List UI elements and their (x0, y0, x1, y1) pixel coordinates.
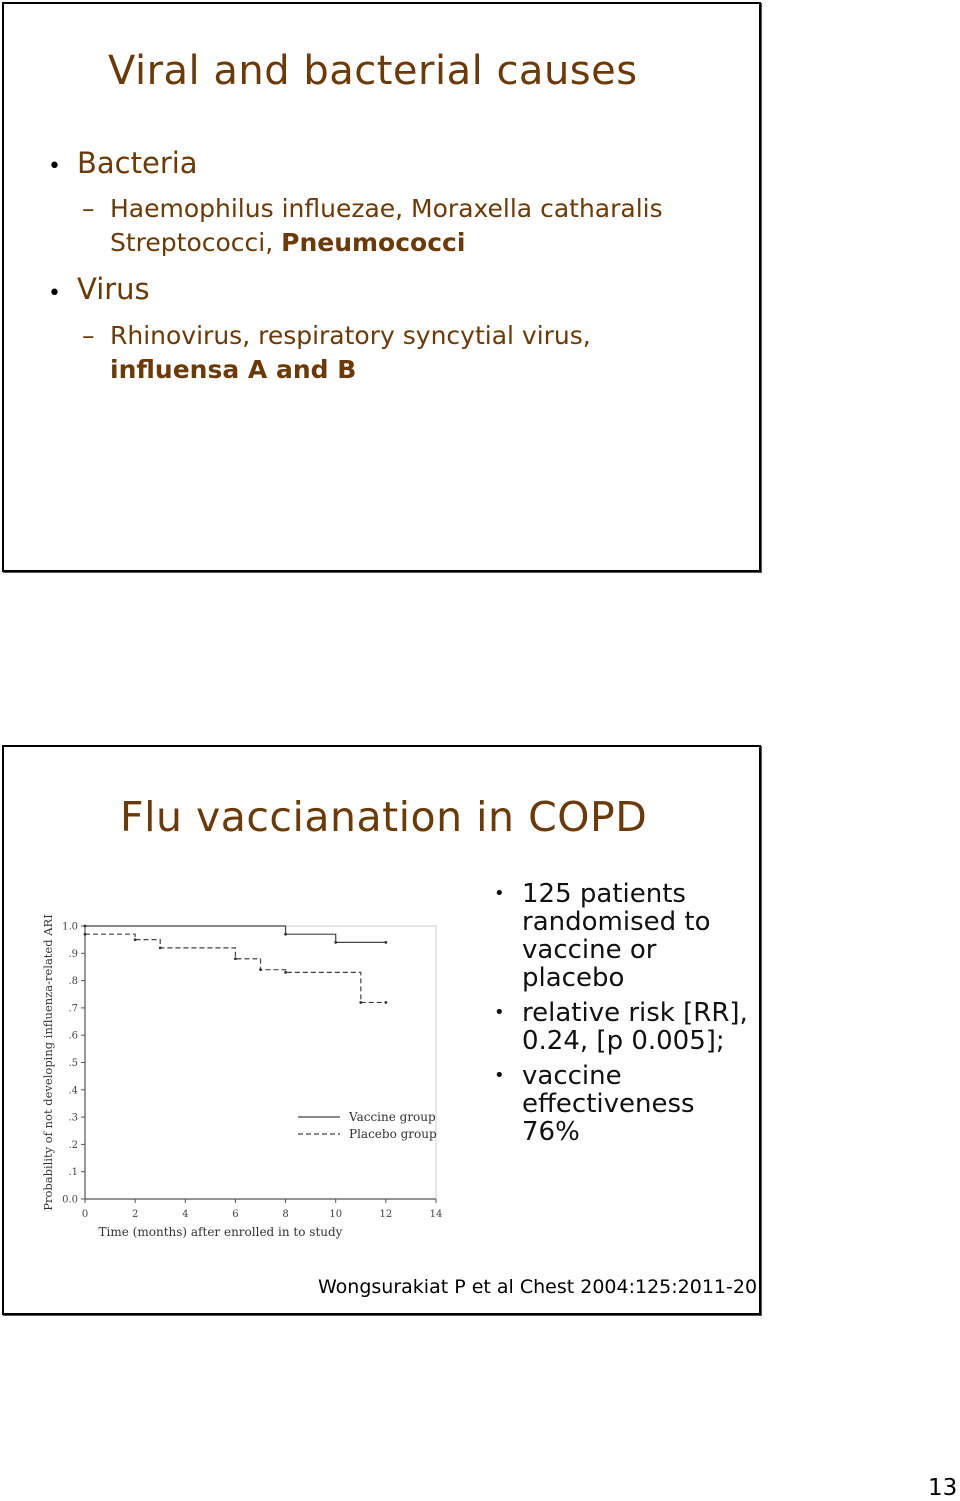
y-tick-label: .3 (68, 1112, 78, 1124)
bullet-dot: • (48, 154, 61, 179)
y-tick-label: .9 (68, 948, 78, 960)
y-tick-label: .1 (68, 1167, 78, 1179)
x-tick-label: 8 (282, 1209, 289, 1220)
censor-mark (134, 938, 137, 941)
virus-list-line2 (110, 355, 356, 384)
censor-mark (84, 925, 87, 928)
censor-mark (334, 941, 337, 944)
virus-list-line1: Rhinovirus, respiratory syncytial virus, (110, 321, 591, 350)
y-tick-label: .6 (68, 1030, 78, 1042)
x-tick-label: 14 (429, 1209, 443, 1220)
legend-label: Vaccine group (349, 1110, 436, 1124)
censor-mark (234, 957, 237, 960)
point-text: relative risk [RR], 0.24, [p 0.005]; (522, 998, 748, 1056)
censor-mark (359, 1001, 362, 1004)
x-axis-label: Time (months) after enrolled in to study (98, 1225, 343, 1239)
bacteria-bold: Pneumococci (281, 228, 466, 257)
bullet-dot: • (494, 1065, 505, 1086)
y-tick-label: .8 (68, 976, 78, 988)
series-line-vaccine (85, 926, 386, 942)
bullet-dot: • (494, 883, 505, 904)
y-tick-label: .4 (68, 1085, 78, 1097)
key-points (492, 880, 752, 1153)
y-tick-label: .5 (68, 1058, 78, 1069)
point-item (492, 1062, 752, 1146)
point-item (492, 880, 752, 992)
censor-mark (159, 946, 162, 949)
bacteria-list-line2 (110, 228, 465, 257)
y-tick-label: 0.0 (62, 1194, 78, 1206)
point-text: 125 patients randomised to vaccine or placebo (522, 879, 711, 993)
y-tick-label: .2 (68, 1139, 78, 1151)
bacteria-list-text: Streptococci, (110, 228, 282, 257)
y-tick-label: 1.0 (62, 921, 78, 933)
legend-label: Placebo group (349, 1127, 437, 1141)
bullet-dot: • (48, 281, 61, 306)
x-tick-label: 4 (182, 1209, 189, 1220)
censor-mark (384, 1001, 387, 1004)
slide-flu-vaccination (2, 745, 761, 1315)
censor-mark (284, 971, 287, 974)
slide-title: Viral and bacterial causes (108, 48, 638, 94)
dash: – (82, 194, 95, 223)
slide-title: Flu vaccianation in COPD (120, 793, 648, 841)
citation: Wongsurakiat P et al Chest 2004:125:2011-20 (318, 1276, 758, 1298)
x-tick-label: 2 (131, 1209, 139, 1220)
point-text: vaccine effectiveness 76% (522, 1061, 695, 1147)
y-tick-label: .7 (68, 1003, 78, 1015)
bacteria-list-line1: Haemophilus influezae, Moraxella catharalis (110, 194, 663, 223)
x-tick-label: 0 (81, 1209, 89, 1220)
bullet-dot: • (494, 1002, 505, 1023)
point-item (492, 999, 752, 1055)
censor-mark (384, 941, 387, 944)
x-tick-label: 10 (329, 1209, 343, 1220)
slide-viral-bacterial (2, 2, 761, 572)
y-axis-label: Probability of not developing influenza-related ARI (41, 914, 55, 1211)
virus-bold: influensa A and B (110, 355, 357, 384)
x-tick-label: 6 (232, 1209, 239, 1220)
x-tick-label: 12 (379, 1209, 393, 1220)
censor-mark (259, 968, 262, 971)
series-line-placebo (85, 934, 386, 1002)
censor-mark (84, 933, 87, 936)
dash: – (82, 321, 95, 350)
censor-mark (284, 933, 287, 936)
bullet-virus: Virus (77, 272, 150, 306)
page-number: 13 (928, 1475, 958, 1501)
survival-chart (40, 912, 450, 1247)
bullet-bacteria: Bacteria (77, 146, 198, 180)
